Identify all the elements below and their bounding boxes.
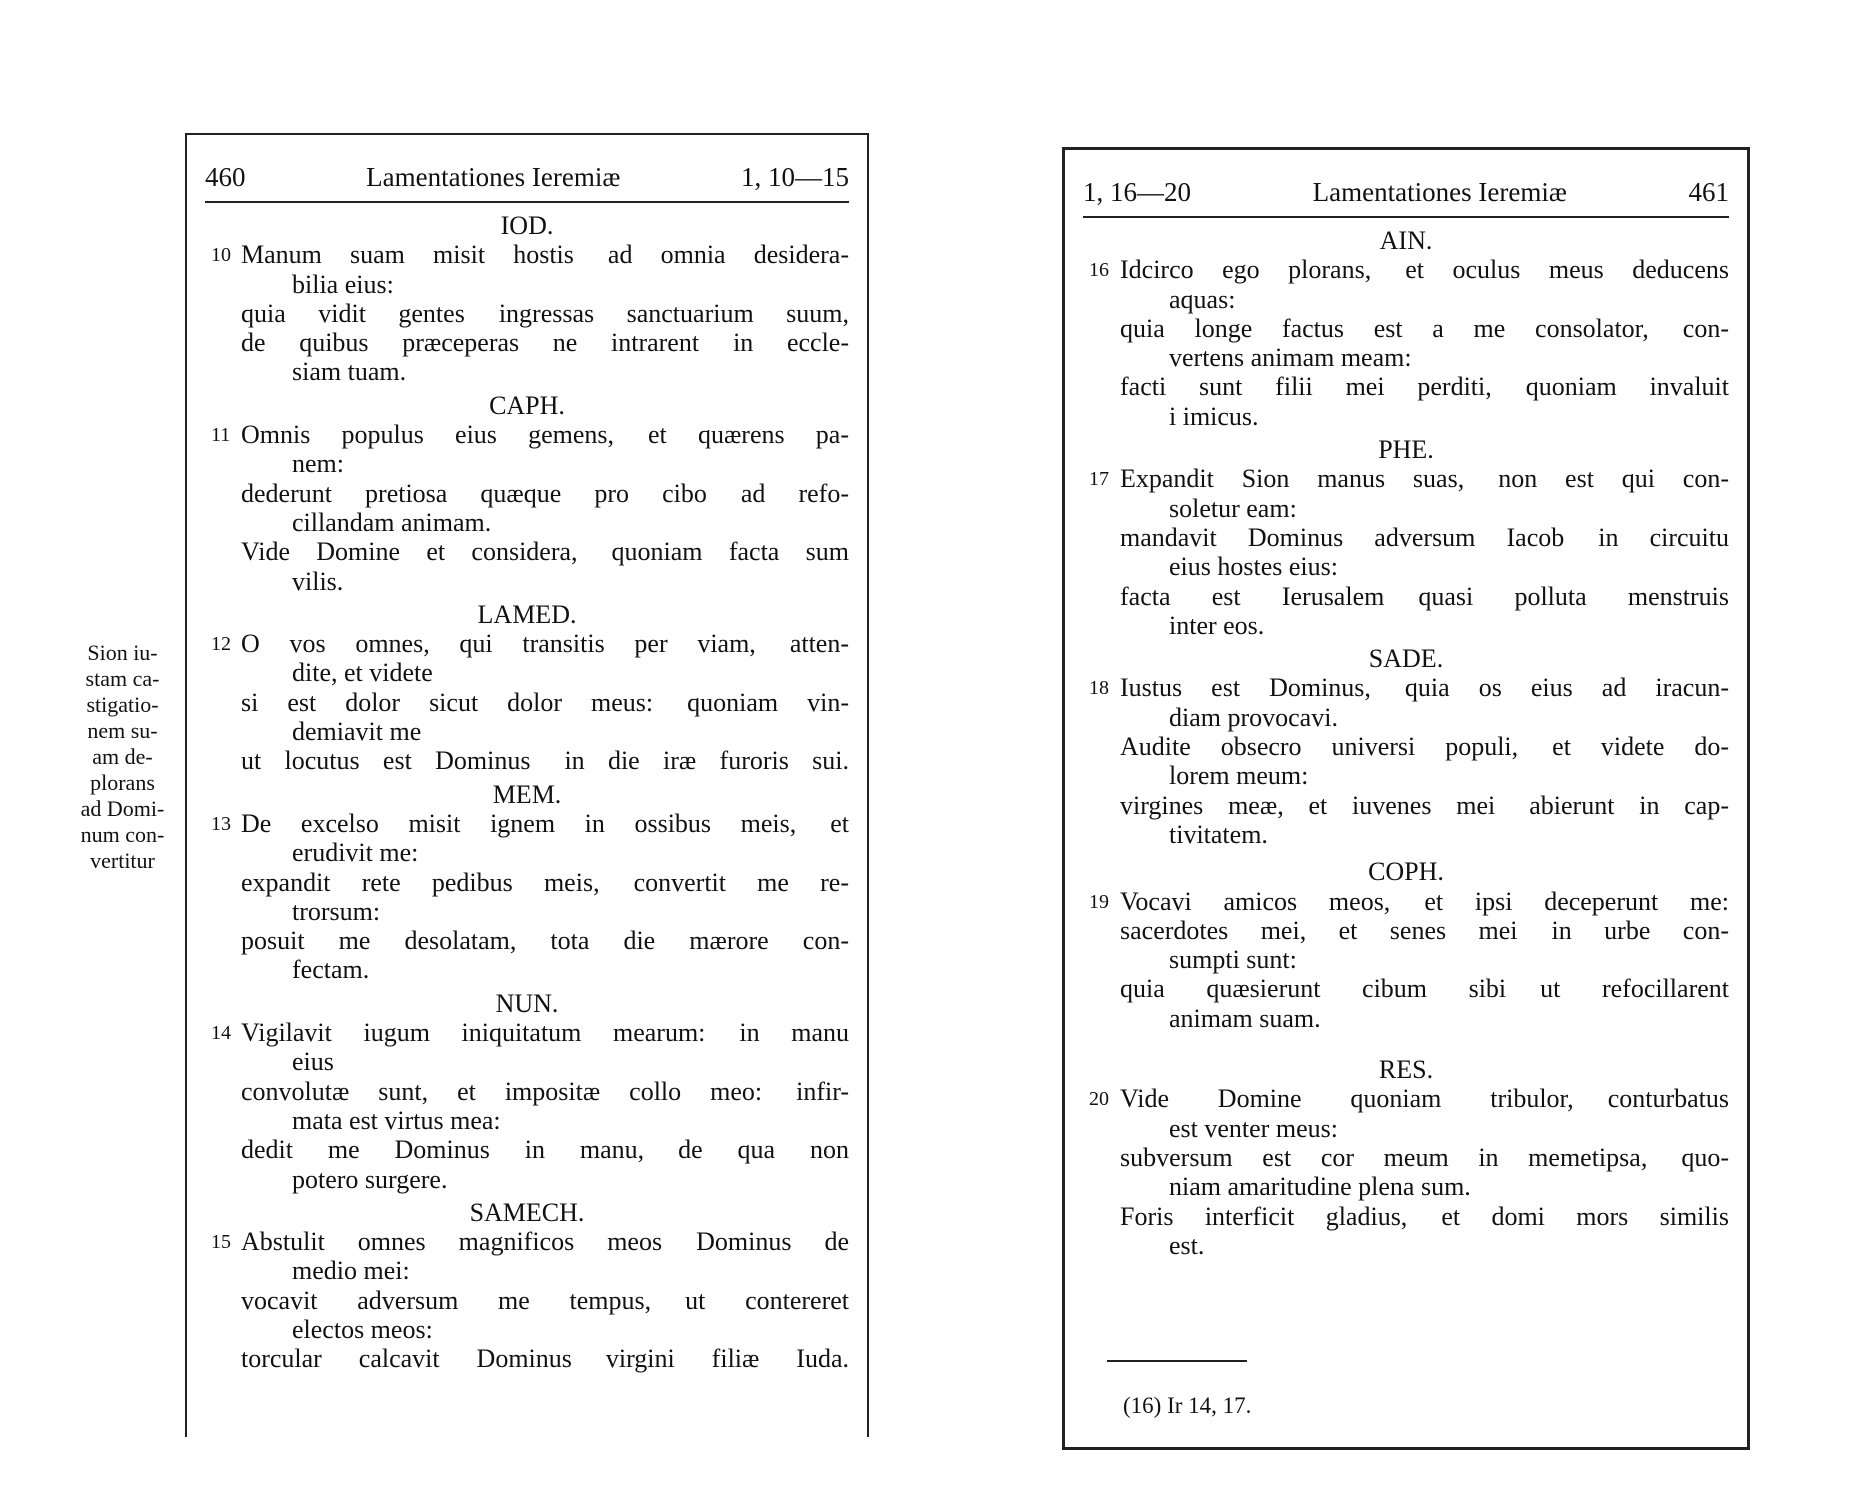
- section-heading: LAMED.: [477, 599, 577, 629]
- verse-text: bilia eius:: [292, 269, 394, 299]
- verse-line: [205, 240, 849, 269]
- verse-text: subversum est cor meum in memetipsa,: [1120, 1142, 1648, 1172]
- verse-line: [205, 897, 849, 926]
- section-heading: SADE.: [1368, 644, 1444, 674]
- verse-text: quoniam invaluit: [1525, 372, 1729, 402]
- verse-text: Audite obsecro universi populi,: [1120, 732, 1519, 762]
- verse-line: [1083, 1202, 1729, 1231]
- verse-text: lorem meum:: [1169, 761, 1309, 791]
- verse-line: [1083, 673, 1729, 702]
- page-text: [1083, 226, 1729, 1260]
- verse-text: atten-: [789, 629, 849, 659]
- verse-number: 20: [1089, 1088, 1109, 1111]
- verse-text: expandit rete pedibus meis,: [241, 867, 600, 897]
- verse-text: conturbatus: [1607, 1084, 1729, 1114]
- verse-text: nem:: [292, 449, 344, 479]
- verse-text: est.: [1169, 1230, 1205, 1260]
- verse-text: Iustus est Dominus,: [1120, 673, 1371, 703]
- verse-number: 13: [211, 812, 231, 835]
- verse-line: [1083, 372, 1729, 401]
- verse-text: soletur eam:: [1169, 493, 1297, 523]
- verse-text: facta est Ierusalem: [1120, 581, 1385, 611]
- verse-line: [1083, 343, 1729, 372]
- verse-number: 17: [1089, 468, 1109, 491]
- margin-note-line: nem su-: [87, 718, 158, 743]
- verse-text: mandavit Dominus adversum Iacob: [1120, 522, 1565, 552]
- verse-text: mata est virtus mea:: [292, 1105, 501, 1135]
- verse-text: quasi polluta menstruis: [1418, 581, 1729, 611]
- verse-line: [1083, 402, 1729, 431]
- verse-text: de qua non: [678, 1135, 849, 1165]
- verse-line: [1083, 1143, 1729, 1172]
- verse-text: in circuitu: [1598, 522, 1729, 552]
- verse-text: quia longe factus est a me consolator,: [1120, 313, 1649, 343]
- verse-text: ut refocillarent: [1540, 974, 1729, 1004]
- verse-text: infir-: [796, 1076, 849, 1106]
- verse-text: eius: [292, 1047, 334, 1077]
- verse-text: niam amaritudine plena sum.: [1169, 1172, 1471, 1202]
- verse-text: siam tuam.: [292, 357, 407, 387]
- running-title: Lamentationes Ieremiæ: [366, 162, 621, 192]
- verse-number: 10: [211, 244, 231, 267]
- verse-number: 11: [211, 424, 231, 447]
- verse-text: ad omnia desidera-: [607, 240, 849, 270]
- verse-text: Foris interficit gladius,: [1120, 1201, 1408, 1231]
- verse-number: 19: [1089, 890, 1109, 913]
- verse-number: 12: [211, 633, 231, 656]
- verse-text: ut locutus est Dominus: [241, 746, 531, 776]
- verse-text: facti sunt filii mei perditi,: [1120, 372, 1492, 402]
- verse-text: tivitatem.: [1169, 819, 1268, 849]
- verse-line: [1083, 945, 1729, 974]
- verse-text: potero surgere.: [292, 1164, 448, 1194]
- verse-text: con-: [1682, 313, 1729, 343]
- margin-note: [70, 640, 175, 874]
- section-heading: MEM.: [492, 779, 562, 809]
- verse-line: [1083, 974, 1729, 1003]
- verse-text: dite, et videte: [292, 658, 433, 688]
- verse-line: [1083, 285, 1729, 314]
- verse-text: in manu: [739, 1018, 849, 1048]
- verse-text: fectam.: [292, 955, 370, 985]
- verse-text: quia os eius ad iracun-: [1404, 673, 1729, 703]
- verse-text: vocavit adversum me tempus,: [241, 1285, 652, 1315]
- verse-text: et domi mors similis: [1441, 1201, 1729, 1231]
- verse-text: in urbe con-: [1551, 915, 1729, 945]
- verse-text: quia vidit gentes: [241, 298, 465, 328]
- page-number: 460: [205, 162, 246, 192]
- verse-text: Manum suam misit hostis: [241, 240, 574, 270]
- verse-text: Idcirco ego plorans,: [1120, 255, 1372, 285]
- verse-line: [205, 926, 849, 955]
- verse-line: [1083, 611, 1729, 640]
- verse-text: non est qui con-: [1498, 464, 1729, 494]
- verse-line: [1083, 494, 1729, 523]
- verse-text: et videte do-: [1552, 732, 1729, 762]
- verse-text: torcular calcavit Dominus: [241, 1344, 572, 1374]
- verse-text: aquas:: [1169, 284, 1236, 314]
- verse-text: ingressas sanctuarium suum,: [498, 298, 849, 328]
- verse-line: [205, 838, 849, 867]
- verse-line: [205, 537, 849, 566]
- verse-line: [1083, 552, 1729, 581]
- verse-text: vertens animam meam:: [1169, 343, 1412, 373]
- margin-note-line: plorans: [90, 770, 155, 795]
- verse-text: de quibus præceperas ne intrarent: [241, 328, 700, 358]
- verse-text: eius hostes eius:: [1169, 552, 1338, 582]
- verse-text: Vocavi amicos meos,: [1120, 886, 1391, 916]
- verse-text: et: [830, 808, 849, 838]
- verse-line: [205, 328, 849, 357]
- verse-line: [205, 717, 849, 746]
- verse-text: in eccle-: [733, 328, 850, 358]
- verse-line: [205, 658, 849, 687]
- verse-text: quoniam vin-: [687, 687, 849, 717]
- verse-text: O vos omnes, qui transitis per viam,: [241, 629, 756, 659]
- footnote: (16) Ir 14, 17.: [1123, 1393, 1252, 1418]
- section-heading: COPH.: [1368, 857, 1444, 887]
- verse-number: 15: [211, 1231, 231, 1254]
- section-heading: CAPH.: [489, 390, 565, 420]
- verse-line: [1083, 582, 1729, 611]
- running-title: Lamentationes Ieremiæ: [1312, 177, 1567, 207]
- verse-line: [205, 508, 849, 537]
- verse-text: electos meos:: [292, 1314, 433, 1344]
- verse-number: 18: [1089, 677, 1109, 700]
- margin-note-line: stigatio-: [86, 692, 159, 717]
- verse-line: [205, 955, 849, 984]
- verse-text: animam suam.: [1169, 1003, 1321, 1033]
- verse-text: diam provocavi.: [1169, 702, 1338, 732]
- verse-text: est venter meus:: [1169, 1113, 1338, 1143]
- verse-text: Vide Domine quoniam tribulor,: [1120, 1084, 1574, 1114]
- verse-line: [205, 746, 849, 775]
- verse-text: quo-: [1681, 1142, 1729, 1172]
- verse-line: [205, 299, 849, 328]
- section-heading: NUN.: [495, 988, 559, 1018]
- running-header: [1083, 150, 1729, 218]
- chapter-range: 1, 16—20: [1083, 177, 1191, 207]
- left-page: [185, 133, 869, 1437]
- verse-line: [1083, 1231, 1729, 1260]
- margin-note-line: am de-: [92, 744, 153, 769]
- verse-text: quia quæsierunt cibum sibi: [1120, 974, 1507, 1004]
- verse-line: [1083, 761, 1729, 790]
- verse-line: [205, 688, 849, 717]
- verse-text: in die iræ furoris sui.: [564, 746, 849, 776]
- verse-text: demiavit me: [292, 717, 422, 747]
- verse-text: posuit me desolatam,: [241, 926, 517, 956]
- verse-text: Dominus de: [696, 1227, 849, 1257]
- verse-line: [205, 809, 849, 838]
- margin-note-line: stam ca-: [85, 666, 160, 691]
- verse-line: [1083, 1084, 1729, 1113]
- verse-line: [205, 1165, 849, 1194]
- verse-line: [1083, 1114, 1729, 1143]
- verse-text: virgines meæ, et iuvenes mei: [1120, 790, 1496, 820]
- verse-line: [205, 1047, 849, 1076]
- section-heading: SAMECH.: [469, 1197, 585, 1227]
- verse-line: [1083, 255, 1729, 284]
- verse-line: [205, 1077, 849, 1106]
- verse-line: [205, 629, 849, 658]
- margin-note-line: Sion iu-: [87, 640, 158, 665]
- section-heading: PHE.: [1378, 435, 1434, 465]
- verse-line: [1083, 464, 1729, 493]
- verse-line: [205, 1344, 849, 1373]
- verse-line: [205, 479, 849, 508]
- verse-text: et oculus meus deducens: [1405, 255, 1730, 285]
- verse-text: et quærens pa-: [648, 420, 849, 450]
- page-text: [205, 211, 849, 1374]
- verse-text: medio mei:: [292, 1256, 410, 1286]
- verse-text: ut contereret: [685, 1285, 849, 1315]
- verse-text: et ipsi deceperunt me:: [1424, 886, 1729, 916]
- verse-text: vilis.: [292, 566, 344, 596]
- verse-text: Expandit Sion manus suas,: [1120, 464, 1465, 494]
- verse-text: virgini filiæ Iuda.: [605, 1344, 849, 1374]
- right-page: [1062, 147, 1750, 1450]
- verse-line: [1083, 1004, 1729, 1033]
- verse-line: [1083, 314, 1729, 343]
- verse-text: dedit me Dominus in manu,: [241, 1135, 645, 1165]
- verse-text: dederunt pretiosa quæque pro cibo: [241, 478, 707, 508]
- verse-text: cillandam animam.: [292, 507, 492, 537]
- verse-line: [1083, 732, 1729, 761]
- verse-text: Vigilavit iugum iniquitatum mearum:: [241, 1018, 706, 1048]
- verse-text: inter eos.: [1169, 610, 1265, 640]
- verse-text: Abstulit omnes magnificos meos: [241, 1227, 663, 1257]
- verse-line: [205, 1135, 849, 1164]
- verse-number: 14: [211, 1022, 231, 1045]
- verse-text: i imicus.: [1169, 401, 1259, 431]
- verse-line: [205, 357, 849, 386]
- verse-line: [205, 1315, 849, 1344]
- verse-line: [205, 1256, 849, 1285]
- page-number: 461: [1688, 177, 1729, 207]
- verse-line: [205, 1227, 849, 1256]
- verse-text: quoniam facta sum: [611, 537, 849, 567]
- verse-line: [205, 449, 849, 478]
- verse-text: Omnis populus eius gemens,: [241, 420, 615, 450]
- chapter-range: 1, 10—15: [741, 162, 849, 192]
- verse-text: Vide Domine et considera,: [241, 537, 578, 567]
- verse-text: convolutæ sunt, et impositæ collo meo:: [241, 1076, 763, 1106]
- verse-line: [1083, 523, 1729, 552]
- verse-text: sumpti sunt:: [1169, 945, 1297, 975]
- verse-line: [1083, 1172, 1729, 1201]
- running-header: [205, 135, 849, 203]
- verse-line: [205, 1018, 849, 1047]
- footnote-rule: [1107, 1360, 1247, 1362]
- section-heading: AIN.: [1379, 226, 1433, 255]
- verse-line: [205, 567, 849, 596]
- verse-line: [205, 1286, 849, 1315]
- section-heading: IOD.: [500, 211, 554, 240]
- verse-text: sacerdotes mei, et senes mei: [1120, 915, 1518, 945]
- verse-text: tota die mærore con-: [550, 926, 849, 956]
- margin-note-line: ad Domi-: [80, 796, 165, 821]
- margin-note-line: num con-: [80, 822, 165, 847]
- verse-line: [1083, 916, 1729, 945]
- verse-text: trorsum:: [292, 896, 381, 926]
- margin-note-line: vertitur: [90, 848, 155, 873]
- verse-line: [205, 1106, 849, 1135]
- verse-text: erudivit me:: [292, 838, 419, 868]
- verse-line: [1083, 703, 1729, 732]
- verse-line: [1083, 820, 1729, 849]
- verse-text: De excelso misit ignem in ossibus meis,: [241, 808, 797, 838]
- verse-text: convertit me re-: [633, 867, 850, 897]
- verse-text: ad refo-: [740, 478, 849, 508]
- verse-number: 16: [1089, 259, 1109, 282]
- verse-line: [205, 868, 849, 897]
- verse-line: [205, 270, 849, 299]
- verse-line: [1083, 887, 1729, 916]
- section-heading: RES.: [1378, 1055, 1434, 1085]
- verse-text: si est dolor sicut dolor meus:: [241, 687, 654, 717]
- verse-line: [205, 420, 849, 449]
- verse-text: abierunt in cap-: [1529, 790, 1729, 820]
- verse-line: [1083, 791, 1729, 820]
